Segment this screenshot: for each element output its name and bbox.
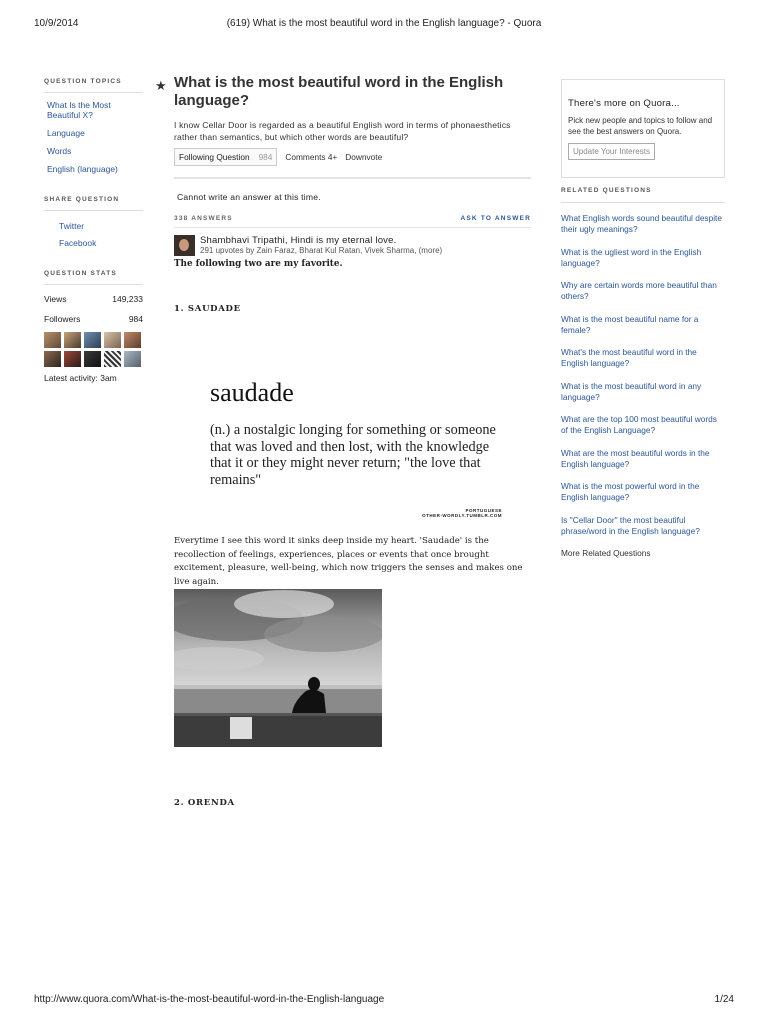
upvotes-line: 291 upvotes by Zain Faraz, Bharat Kul Ratan, Vivek Sharma, (more) — [200, 246, 443, 255]
views-value: 149,233 — [112, 294, 143, 304]
more-text: Pick new people and topics to follow and see the best answers on Quora. — [568, 116, 713, 136]
followers-avatars — [44, 332, 143, 367]
update-interests-button[interactable]: Update Your Interests — [568, 143, 655, 160]
follower-avatar[interactable] — [64, 332, 81, 348]
follower-avatar[interactable] — [44, 351, 61, 367]
divider — [174, 177, 531, 179]
author-name[interactable]: Shambhavi Tripathi, Hindi is my eternal love. — [200, 235, 397, 246]
question-details: I know Cellar Door is regarded as a beautiful English word in terms of phonaesthetics rather than semantics, but which other words are beautiful? — [174, 120, 511, 142]
comments-link[interactable]: Comments 4+ — [285, 152, 338, 162]
page-number: 1/24 — [714, 994, 734, 1005]
related-question-link[interactable]: What is the most powerful word in the English language? — [561, 481, 700, 503]
avatar[interactable] — [174, 235, 195, 256]
related-question-link[interactable]: What are the most beautiful words in the English language? — [561, 447, 710, 469]
followers-value: 984 — [128, 314, 143, 324]
answer-heading-saudade: 1. SAUDADE — [174, 304, 241, 314]
question-actions — [174, 148, 531, 166]
seaside-photo — [174, 589, 382, 747]
saudade-definition-image — [210, 378, 505, 524]
left-sidebar — [44, 78, 143, 383]
more-title: There's more on Quora... — [568, 98, 680, 109]
print-url: http://www.quora.com/What-is-the-most-beautiful-word-in-the-English-language — [34, 994, 385, 1005]
latest-activity: Latest activity: 3am — [44, 373, 117, 383]
related-question-link[interactable]: What's the most beautiful word in the English language? — [561, 347, 697, 369]
follower-avatar[interactable] — [104, 351, 121, 367]
related-questions-heading: RELATED QUESTIONS — [561, 187, 725, 203]
print-footer — [34, 994, 734, 1008]
question-title: What is the most beautiful word in the English language? — [174, 74, 504, 109]
follower-avatar[interactable] — [84, 351, 101, 367]
more-related-questions-link[interactable]: More Related Questions — [561, 548, 651, 558]
follower-avatar[interactable] — [84, 332, 101, 348]
share-facebook-link[interactable]: Facebook — [59, 238, 97, 248]
follower-avatar[interactable] — [124, 332, 141, 348]
follower-avatar[interactable] — [104, 332, 121, 348]
related-question-link[interactable]: Why are certain words more beautiful than others? — [561, 280, 717, 302]
topic-link-words[interactable]: Words — [47, 146, 72, 156]
follower-avatar[interactable] — [124, 351, 141, 367]
topic-link-english-language[interactable]: English (language) — [47, 164, 118, 174]
image-source — [422, 508, 502, 518]
saudade-definition: (n.) a nostalgic longing for something or someone that was loved and then lost, with the knowledge that it or they might never return; "the love that remains" — [210, 422, 496, 488]
topic-link-language[interactable]: Language — [47, 128, 85, 138]
follower-avatar[interactable] — [44, 332, 61, 348]
more-on-quora-box — [561, 79, 725, 178]
share-question-heading: SHARE QUESTION — [44, 196, 143, 211]
image-source-language: PORTUGUESE — [465, 508, 502, 513]
related-question-link[interactable]: What is the most beautiful name for a female? — [561, 313, 699, 335]
right-sidebar — [561, 79, 725, 558]
answer-paragraph: Everytime I see this word it sinks deep inside my heart. 'Saudade' is the recollection of feelings, experiences, places or events that once brought excitement, pleasure, well-being, which now triggers the senses and makes one live again. — [174, 536, 523, 587]
topic-link-most-beautiful-x[interactable]: What Is the Most Beautiful X? — [47, 100, 111, 120]
views-label: Views — [44, 294, 67, 304]
answer-lead: The following two are my favorite. — [174, 259, 343, 269]
image-source-site: OTHER-WORDLY.TUMBLR.COM — [422, 513, 502, 518]
related-questions-list — [561, 213, 725, 558]
related-question-link[interactable]: Is "Cellar Door" the most beautiful phrase/word in the English language? — [561, 514, 700, 536]
followers-stat — [44, 314, 143, 324]
answers-count: 338 ANSWERS — [174, 215, 233, 222]
answer-heading-orenda: 2. ORENDA — [174, 798, 235, 808]
views-stat — [44, 294, 143, 304]
related-question-link[interactable]: What is the most beautiful word in any language? — [561, 380, 702, 402]
follow-count: 984 — [258, 152, 273, 162]
question-topics-heading: QUESTION TOPICS — [44, 78, 143, 93]
print-page-title: (619) What is the most beautiful word in the English language? - Quora — [226, 18, 542, 29]
saudade-word: saudade — [210, 378, 294, 407]
print-date: 10/9/2014 — [34, 18, 79, 29]
followers-label: Followers — [44, 314, 81, 324]
related-question-link[interactable]: What English words sound beautiful despite their ugly meanings? — [561, 213, 722, 235]
related-question-link[interactable]: What is the ugliest word in the English language? — [561, 246, 702, 268]
ask-to-answer-link[interactable]: ASK TO ANSWER — [460, 215, 531, 222]
answers-bar — [174, 215, 531, 228]
share-twitter-link[interactable]: Twitter — [59, 221, 85, 231]
follow-question-button[interactable] — [174, 148, 277, 166]
follow-label: Following Question — [179, 152, 250, 162]
seaside-photo-art — [174, 589, 382, 747]
answer-author — [174, 235, 531, 256]
print-header — [34, 18, 734, 32]
downvote-link[interactable]: Downvote — [345, 152, 383, 162]
main-content — [155, 74, 531, 808]
question-stats-heading: QUESTION STATS — [44, 270, 143, 285]
star-icon[interactable]: ★ — [155, 78, 167, 93]
related-question-link[interactable]: What are the top 100 most beautiful words of the English Language? — [561, 414, 717, 436]
cannot-answer-notice: Cannot write an answer at this time. — [177, 192, 321, 202]
follower-avatar[interactable] — [64, 351, 81, 367]
